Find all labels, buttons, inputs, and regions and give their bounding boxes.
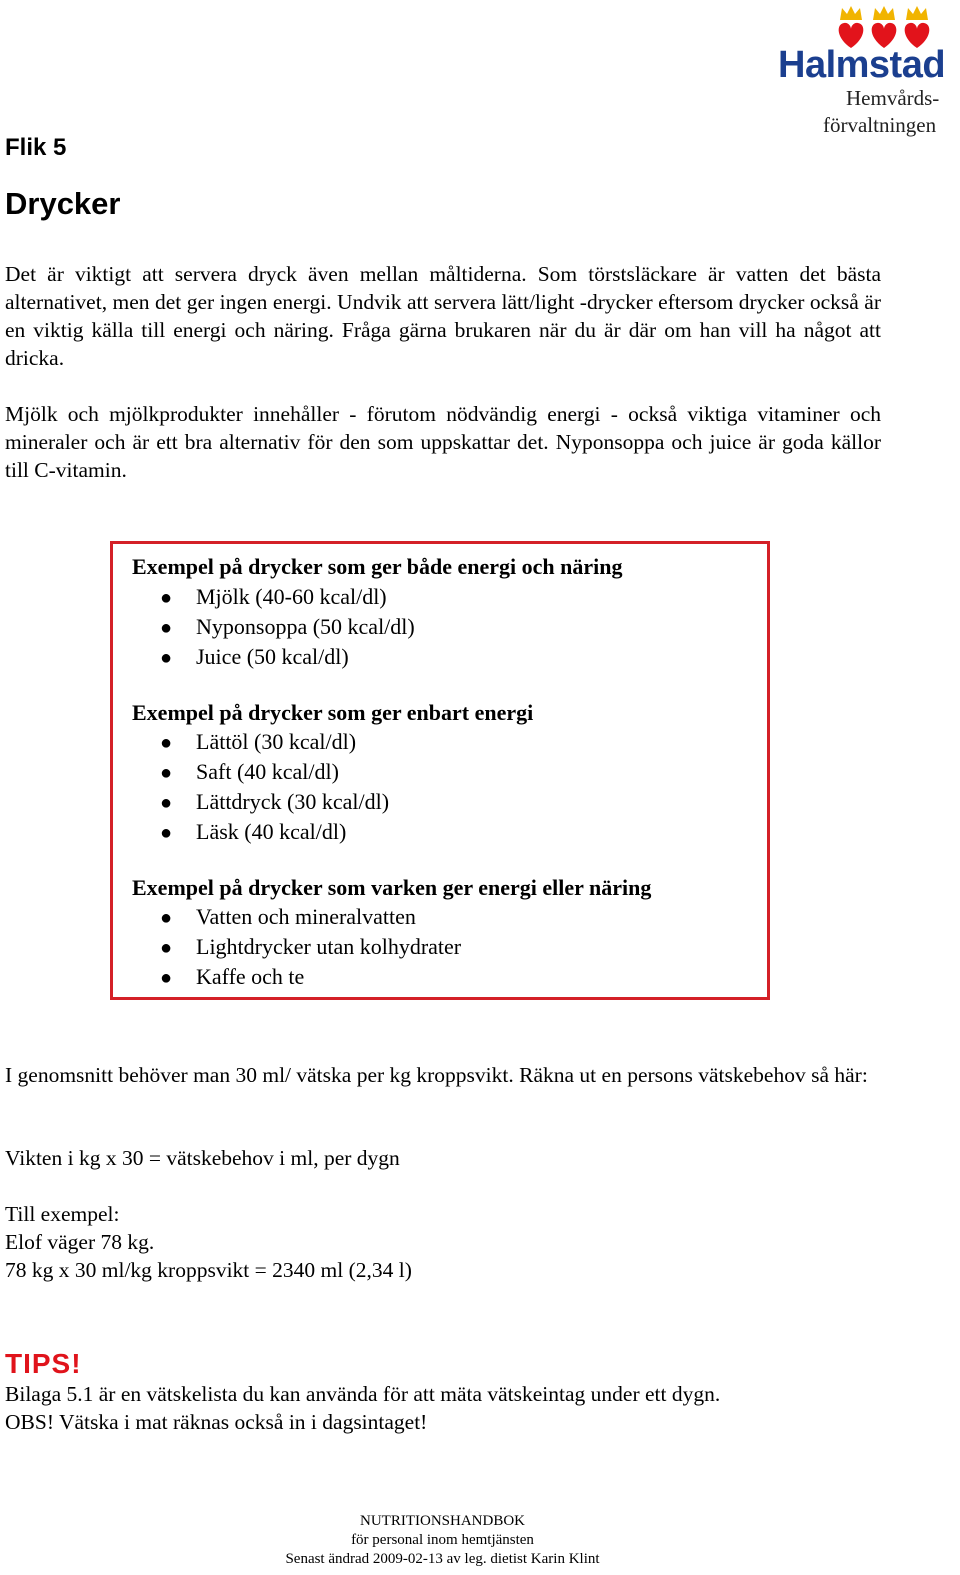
section-heading-energy-nutrition: Exempel på drycker som ger både energi och näring <box>132 554 623 579</box>
list-item: ● Nyponsoppa (50 kcal/dl) <box>160 614 415 639</box>
list-item: ● Läsk (40 kcal/dl) <box>160 819 347 844</box>
section-heading-no-energy-nutrition: Exempel på drycker som varken ger energi eller näring <box>132 875 652 900</box>
list-item: ● Lättdryck (30 kcal/dl) <box>160 789 390 814</box>
intro-paragraph-2: Mjölk och mjölkprodukter innehåller - förutom nödvändig energi - också viktiga vitaminer och mineraler och är ett bra alternativ för den som uppskattar det. Nyponsoppa och juice är goda källor till C-vitamin. <box>5 402 881 482</box>
logo-subtitle-line1: Hemvårds- <box>846 86 940 110</box>
list-item: ● Kaffe och te <box>160 964 305 989</box>
list-item: ● Saft (40 kcal/dl) <box>160 759 339 784</box>
tips-line-1: Bilaga 5.1 är en vätskelista du kan använda för att mäta vätskeintag under ett dygn. <box>5 1382 721 1406</box>
list-item: ● Lättöl (30 kcal/dl) <box>160 729 357 754</box>
bullet-icon: ● <box>160 762 173 784</box>
example-intro: Till exempel: <box>5 1202 120 1226</box>
tips-heading: TIPS! <box>5 1348 82 1379</box>
footer <box>240 1512 645 1569</box>
page-title: Drycker <box>5 186 121 221</box>
logo-name: Halmstad <box>778 44 946 86</box>
bullet-icon: ● <box>160 937 173 959</box>
fluid-formula: Vikten i kg x 30 = vätskebehov i ml, per dygn <box>5 1146 400 1170</box>
list-item: ● Lightdrycker utan kolhydrater <box>160 934 462 959</box>
bullet-icon: ● <box>160 732 173 754</box>
example-line-2: 78 kg x 30 ml/kg kroppsvikt = 2340 ml (2,34 l) <box>5 1258 412 1282</box>
footer-line-2: för personal inom hemtjänsten <box>351 1532 534 1548</box>
bullet-icon: ● <box>160 907 173 929</box>
bullet-icon: ● <box>160 822 173 844</box>
tips-line-2: OBS! Vätska i mat räknas också in i dagsintaget! <box>5 1410 428 1434</box>
example-line-1: Elof väger 78 kg. <box>5 1230 155 1254</box>
tab-label: Flik 5 <box>5 134 67 161</box>
bullet-icon: ● <box>160 617 173 639</box>
list-item: ● Vatten och mineralvatten <box>160 904 416 929</box>
list-item: ● Juice (50 kcal/dl) <box>160 644 349 669</box>
list-item: ● Mjölk (40-60 kcal/dl) <box>160 584 387 609</box>
footer-line-3: Senast ändrad 2009-02-13 av leg. dietist Karin Klint <box>285 1551 600 1567</box>
fluid-need-paragraph: I genomsnitt behöver man 30 ml/ vätska per kg kroppsvikt. Räkna ut en persons vätskebehov så här: <box>5 1063 868 1087</box>
section-heading-energy-only: Exempel på drycker som ger enbart energi <box>132 700 534 725</box>
bullet-icon: ● <box>160 792 173 814</box>
bullet-icon: ● <box>160 967 173 989</box>
logo-subtitle-line2: förvaltningen <box>823 113 937 137</box>
intro-paragraph-1: Det är viktigt att servera dryck även mellan måltiderna. Som törstsläckare är vatten det bästa alternativet, men det ger ingen energi. Undvik att servera lätt/light -drycker eftersom drycker också är en viktig källa till energi och näring. Fråga gärna brukaren när du är där om han vill ha något att dricka. <box>5 262 881 370</box>
bullet-icon: ● <box>160 587 173 609</box>
bullet-icon: ● <box>160 647 173 669</box>
footer-line-1: NUTRITIONSHANDBOK <box>360 1513 525 1529</box>
